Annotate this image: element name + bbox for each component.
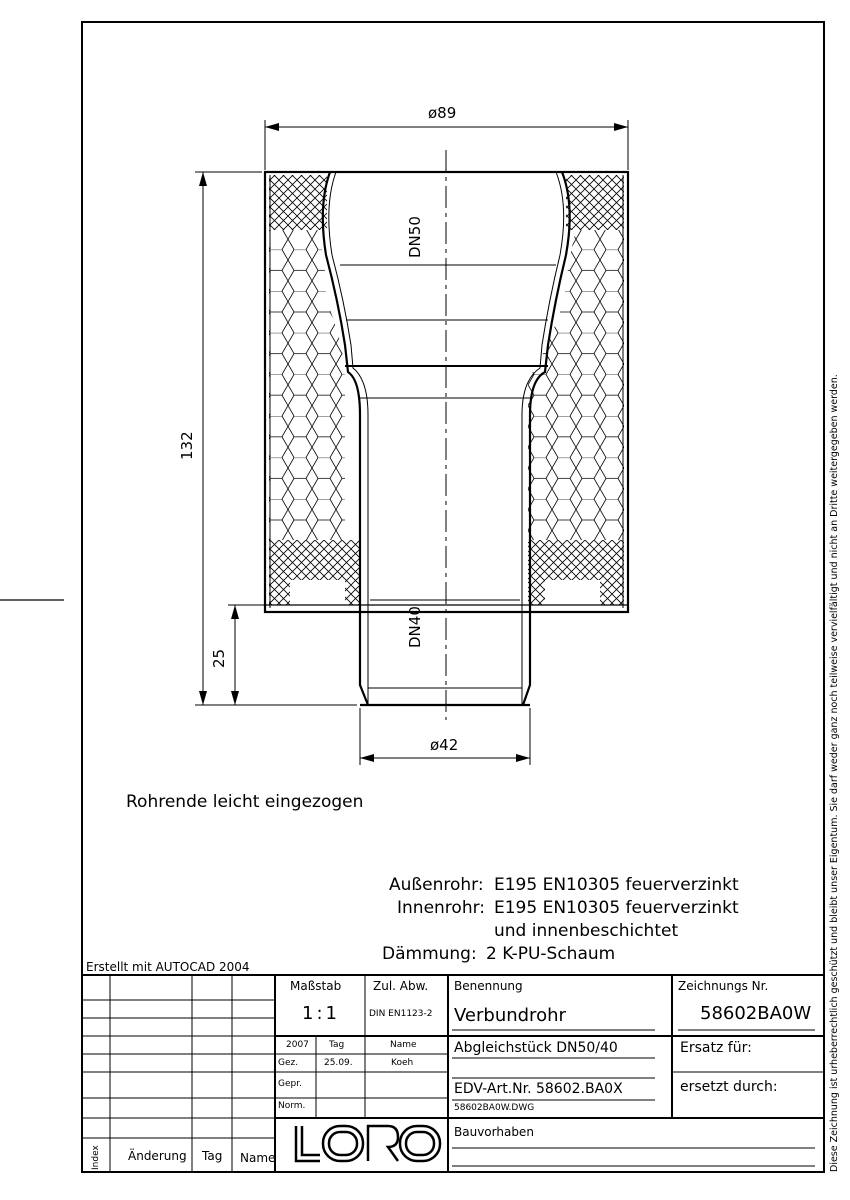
replaced-by-label: ersetzt durch: [680, 1079, 778, 1095]
right-insulation [528, 230, 624, 540]
drawn-date: 25.09. [324, 1058, 353, 1068]
project-label: Bauvorhaben [454, 1125, 534, 1139]
outer-pipe-spec-label: Außenrohr: [389, 875, 484, 895]
dim-25-arrow-bottom [231, 691, 239, 705]
pipe-end-note: Rohrende leicht eingezogen [126, 792, 364, 812]
upper-nominal-size-label: DN50 [406, 216, 424, 258]
right-top-seal [566, 175, 624, 230]
inner-pipe-spec-value: E195 EN10305 feuerverzinkt [494, 898, 739, 918]
inner-pipe-spec-value-2: und innenbeschichtet [494, 921, 679, 941]
file-name: 58602BA0W.DWG [454, 1103, 535, 1113]
inner-pipe-spec-label: Innenrohr: [397, 898, 486, 918]
name-value: Verbundrohr [454, 1005, 566, 1026]
checked-label: Gepr. [278, 1079, 302, 1089]
copyright-notice: Diese Zeichnung ist urheberrechtlich geschützt und bleibt unser Eigentum. Sie darf weder ganz noch teilweise vervielfältigt und nicht an Dritte weitergegeben werden. [829, 374, 840, 1172]
left-top-seal [269, 175, 327, 230]
description-value: Abgleichstück DN50/40 [454, 1040, 618, 1056]
revision-name-label: Name [240, 1151, 276, 1165]
drawing-number-label: Zeichnungs Nr. [678, 979, 769, 993]
day-column-label: Tag [329, 1040, 345, 1050]
revision-change-label: Änderung [128, 1149, 187, 1163]
outer-diameter-label: ø89 [428, 104, 457, 122]
tolerance-value: DIN EN1123-2 [369, 1009, 433, 1019]
scale-label: Maßstab [290, 979, 342, 993]
name-label: Benennung [454, 979, 523, 993]
scale-value: 1:1 [302, 1003, 340, 1024]
total-height-label: 132 [178, 431, 196, 460]
outer-pipe-spec-value: E195 EN10305 feuerverzinkt [494, 875, 739, 895]
drawing-number-value: 58602BA0W [700, 1003, 812, 1024]
left-bottom-seal [269, 540, 360, 605]
dim-42-arrow-left [360, 754, 374, 762]
left-insulation [269, 230, 345, 540]
spigot-height-label: 25 [210, 648, 228, 668]
name-column-label: Name [390, 1040, 417, 1050]
norm-label: Norm. [278, 1101, 306, 1111]
year-value: 2007 [286, 1040, 309, 1050]
edv-article-number: EDV-Art.Nr. 58602.BA0X [454, 1081, 623, 1097]
lower-nominal-size-label: DN40 [406, 606, 424, 648]
dim-89-arrow-right [614, 123, 628, 131]
right-bottom-seal [528, 540, 624, 605]
replacement-label: Ersatz für: [680, 1040, 752, 1056]
dim-132-arrow-bottom [199, 691, 207, 705]
dim-42-arrow-right [516, 754, 530, 762]
drawn-label: Gez. [278, 1058, 299, 1068]
revision-index-label: Index [91, 1145, 101, 1170]
inner-diameter-label: ø42 [430, 736, 459, 754]
insulation-spec-label: Dämmung: [382, 944, 477, 964]
dim-89-arrow-left [265, 123, 279, 131]
loro-logo [296, 1126, 440, 1161]
dim-132-arrow-top [199, 172, 207, 186]
dim-25-arrow-top [231, 605, 239, 619]
revision-day-label: Tag [202, 1149, 223, 1163]
drawn-by-name: Koeh [391, 1058, 414, 1068]
created-with-note: Erstellt mit AUTOCAD 2004 [86, 960, 250, 974]
tolerance-label: Zul. Abw. [373, 979, 429, 993]
insulation-spec-value: 2 K-PU-Schaum [486, 944, 616, 964]
